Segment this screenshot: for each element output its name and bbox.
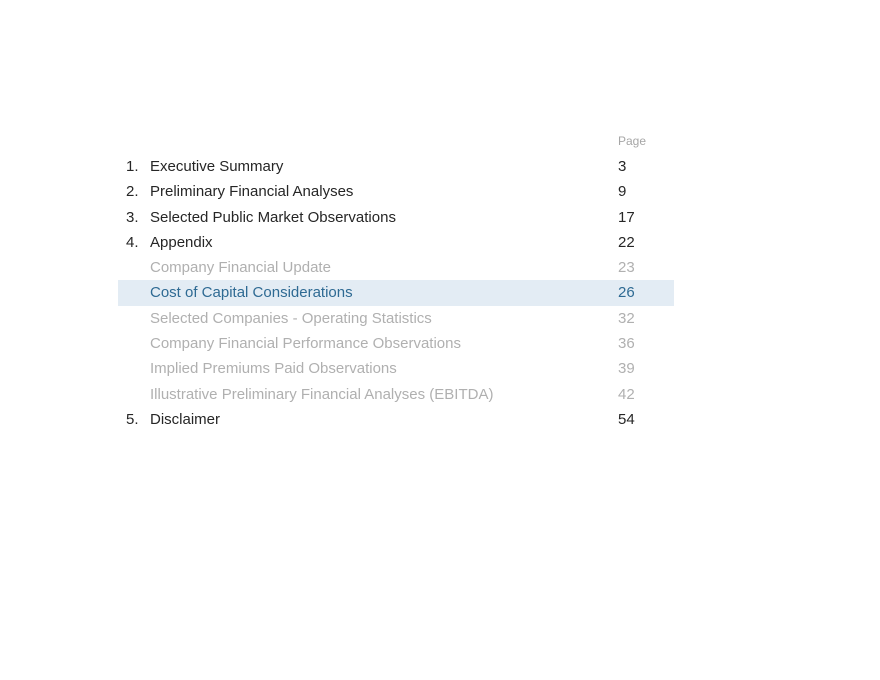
toc-item-number: 1. <box>126 158 139 175</box>
toc-item-page: 3 <box>618 158 627 175</box>
toc-item-page: 22 <box>618 233 635 251</box>
toc-item-title: Company Financial Update <box>150 259 331 277</box>
toc-subitem-illustrative-preliminary-financial-analyses-ebitda[interactable] <box>118 382 674 407</box>
toc-item-page: 9 <box>618 183 627 201</box>
toc-item-title: Executive Summary <box>150 158 284 175</box>
toc-item-page: 36 <box>618 335 635 353</box>
toc-item-title: Illustrative Preliminary Financial Analyses (EBITDA) <box>150 385 494 403</box>
toc-subitem-selected-companies-operating-statistics[interactable] <box>118 306 674 331</box>
toc-item-executive-summary[interactable] <box>118 154 674 179</box>
toc-item-page: 42 <box>618 385 635 403</box>
toc-item-title: Cost of Capital Considerations <box>150 284 353 302</box>
toc-item-page: 39 <box>618 360 635 378</box>
toc-item-title: Appendix <box>150 233 213 251</box>
toc-item-appendix[interactable] <box>118 230 674 255</box>
table-of-contents <box>118 131 674 432</box>
toc-item-page: 26 <box>618 284 635 302</box>
toc-item-number: 4. <box>126 233 139 251</box>
toc-subitem-company-financial-performance-observations[interactable] <box>118 331 674 356</box>
toc-item-number: 3. <box>126 208 139 226</box>
toc-item-title: Company Financial Performance Observations <box>150 335 461 353</box>
toc-item-title: Selected Public Market Observations <box>150 208 396 226</box>
toc-item-number: 2. <box>126 183 139 201</box>
toc-item-page: 23 <box>618 259 635 277</box>
toc-item-preliminary-financial-analyses[interactable] <box>118 179 674 204</box>
toc-item-title: Implied Premiums Paid Observations <box>150 360 397 378</box>
toc-subitem-company-financial-update[interactable] <box>118 255 674 280</box>
toc-item-title: Selected Companies - Operating Statistics <box>150 309 432 327</box>
toc-subitem-implied-premiums-paid-observations[interactable] <box>118 356 674 381</box>
page-header-label: Page <box>618 134 647 148</box>
toc-item-title: Preliminary Financial Analyses <box>150 183 354 201</box>
toc-item-number: 5. <box>126 410 139 428</box>
toc-item-page: 17 <box>618 208 635 226</box>
toc-item-title: Disclaimer <box>150 410 221 428</box>
page-column-header <box>118 131 674 154</box>
toc-item-page: 32 <box>618 309 635 327</box>
toc-subitem-cost-of-capital-considerations[interactable] <box>118 280 674 305</box>
toc-item-selected-public-market-observations[interactable] <box>118 205 674 230</box>
toc-item-disclaimer[interactable] <box>118 407 674 432</box>
toc-item-page: 54 <box>618 410 635 428</box>
